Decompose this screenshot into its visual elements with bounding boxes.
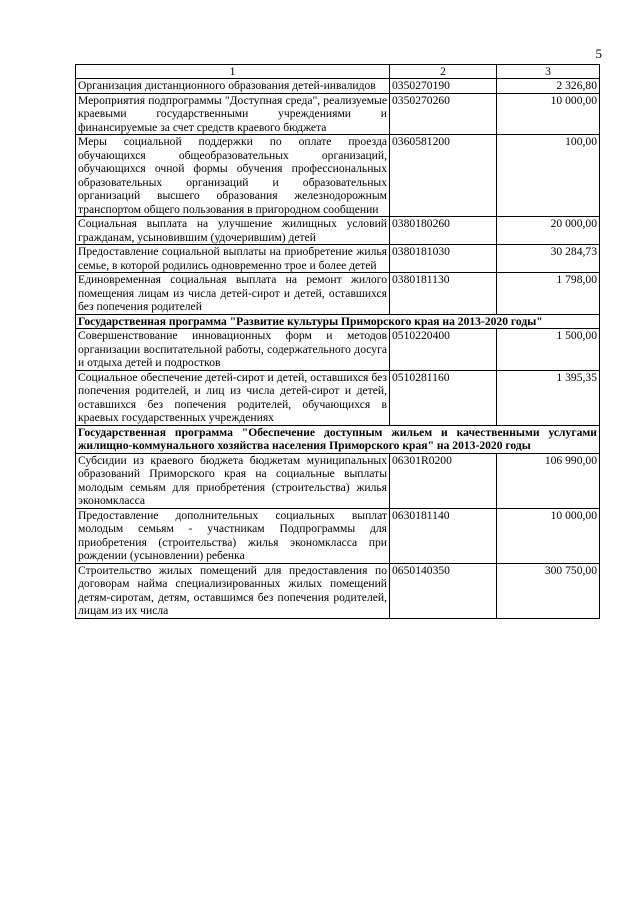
row-amount: 1 798,00 — [497, 273, 600, 315]
table-row — [76, 508, 600, 563]
row-description: Социальное обеспечение детей-сирот и детей, оставшихся без попечения родителей, и лиц из числа детей-сирот и детей, оставшихся без попечения родителей, обучающихся в краевых государственных учреждениях — [76, 370, 390, 425]
row-description: Меры социальной поддержки по оплате проезда обучающихся общеобразовательных организаций, обучающихся очной формы обучения профессиональных образовательных организаций и образовательных организаций высшего образования железнодорожным транспортом общего пользования в пригородном сообщении — [76, 135, 390, 217]
program-title: Государственная программа "Обеспечение доступным жильем и качественными услугами жилищно-коммунального хозяйства населения Приморского края" на 2013-2020 годы — [76, 425, 600, 453]
table-row — [76, 79, 600, 94]
row-amount: 100,00 — [497, 135, 600, 217]
row-amount: 20 000,00 — [497, 217, 600, 245]
row-description: Строительство жилых помещений для предоставления по договорам найма специализированных жилых помещений детям-сиротам, детям, оставшимся без попечения родителей, лицам из их числа — [76, 563, 390, 618]
table-row — [76, 93, 600, 135]
table-row — [76, 563, 600, 618]
row-amount: 30 284,73 — [497, 245, 600, 273]
program-heading-row — [76, 314, 600, 329]
table-row — [76, 453, 600, 508]
table-header-row — [76, 65, 600, 79]
row-code: 0510220400 — [390, 329, 497, 371]
row-code: 0380181130 — [390, 273, 497, 315]
row-amount: 10 000,00 — [497, 93, 600, 135]
column-header-description: 1 — [76, 65, 390, 79]
row-code: 0350270260 — [390, 93, 497, 135]
row-description: Социальная выплата на улучшение жилищных условий гражданам, усыновившим (удочерившим) детей — [76, 217, 390, 245]
row-amount: 2 326,80 — [497, 79, 600, 94]
row-code: 0360581200 — [390, 135, 497, 217]
page-number: 5 — [595, 46, 602, 61]
row-description: Субсидии из краевого бюджета бюджетам муниципальных образований Приморского края на социальные выплаты молодым семьям для приобретения (строительства) жилья экономкласса — [76, 453, 390, 508]
row-description: Мероприятия подпрограммы "Доступная среда", реализуемые краевыми государственными учреждениями и финансируемые за счет средств краевого бюджета — [76, 93, 390, 135]
row-code: 0350270190 — [390, 79, 497, 94]
row-amount: 300 750,00 — [497, 563, 600, 618]
row-code: 06301R0200 — [390, 453, 497, 508]
row-code: 0380181030 — [390, 245, 497, 273]
program-title: Государственная программа "Развитие культуры Приморского края на 2013-2020 годы" — [76, 314, 600, 329]
table-row — [76, 370, 600, 425]
row-description: Совершенствование инновационных форм и методов организации воспитательной работы, содержательного досуга и отдыха детей и подростков — [76, 329, 390, 371]
table-row — [76, 217, 600, 245]
table-row — [76, 135, 600, 217]
table-row — [76, 245, 600, 273]
row-amount: 106 990,00 — [497, 453, 600, 508]
row-description: Единовременная социальная выплата на ремонт жилого помещения лицам из числа детей-сирот и детей, оставшихся без попечения родителей — [76, 273, 390, 315]
table-row — [76, 273, 600, 315]
row-amount: 10 000,00 — [497, 508, 600, 563]
row-amount: 1 500,00 — [497, 329, 600, 371]
row-amount: 1 395,35 — [497, 370, 600, 425]
column-header-code: 2 — [390, 65, 497, 79]
row-code: 0650140350 — [390, 563, 497, 618]
budget-table — [75, 64, 600, 619]
row-description: Предоставление дополнительных социальных выплат молодым семьям - участникам Подпрограммы для приобретения (строительства) жилья экономкласса при рождении (усыновлении) ребенка — [76, 508, 390, 563]
row-code: 0510281160 — [390, 370, 497, 425]
row-description: Организация дистанционного образования детей-инвалидов — [76, 79, 390, 94]
program-heading-row — [76, 425, 600, 453]
row-description: Предоставление социальной выплаты на приобретение жилья семье, в которой родились одновременно трое и более детей — [76, 245, 390, 273]
column-header-amount: 3 — [497, 65, 600, 79]
table-row — [76, 329, 600, 371]
row-code: 0630181140 — [390, 508, 497, 563]
row-code: 0380180260 — [390, 217, 497, 245]
